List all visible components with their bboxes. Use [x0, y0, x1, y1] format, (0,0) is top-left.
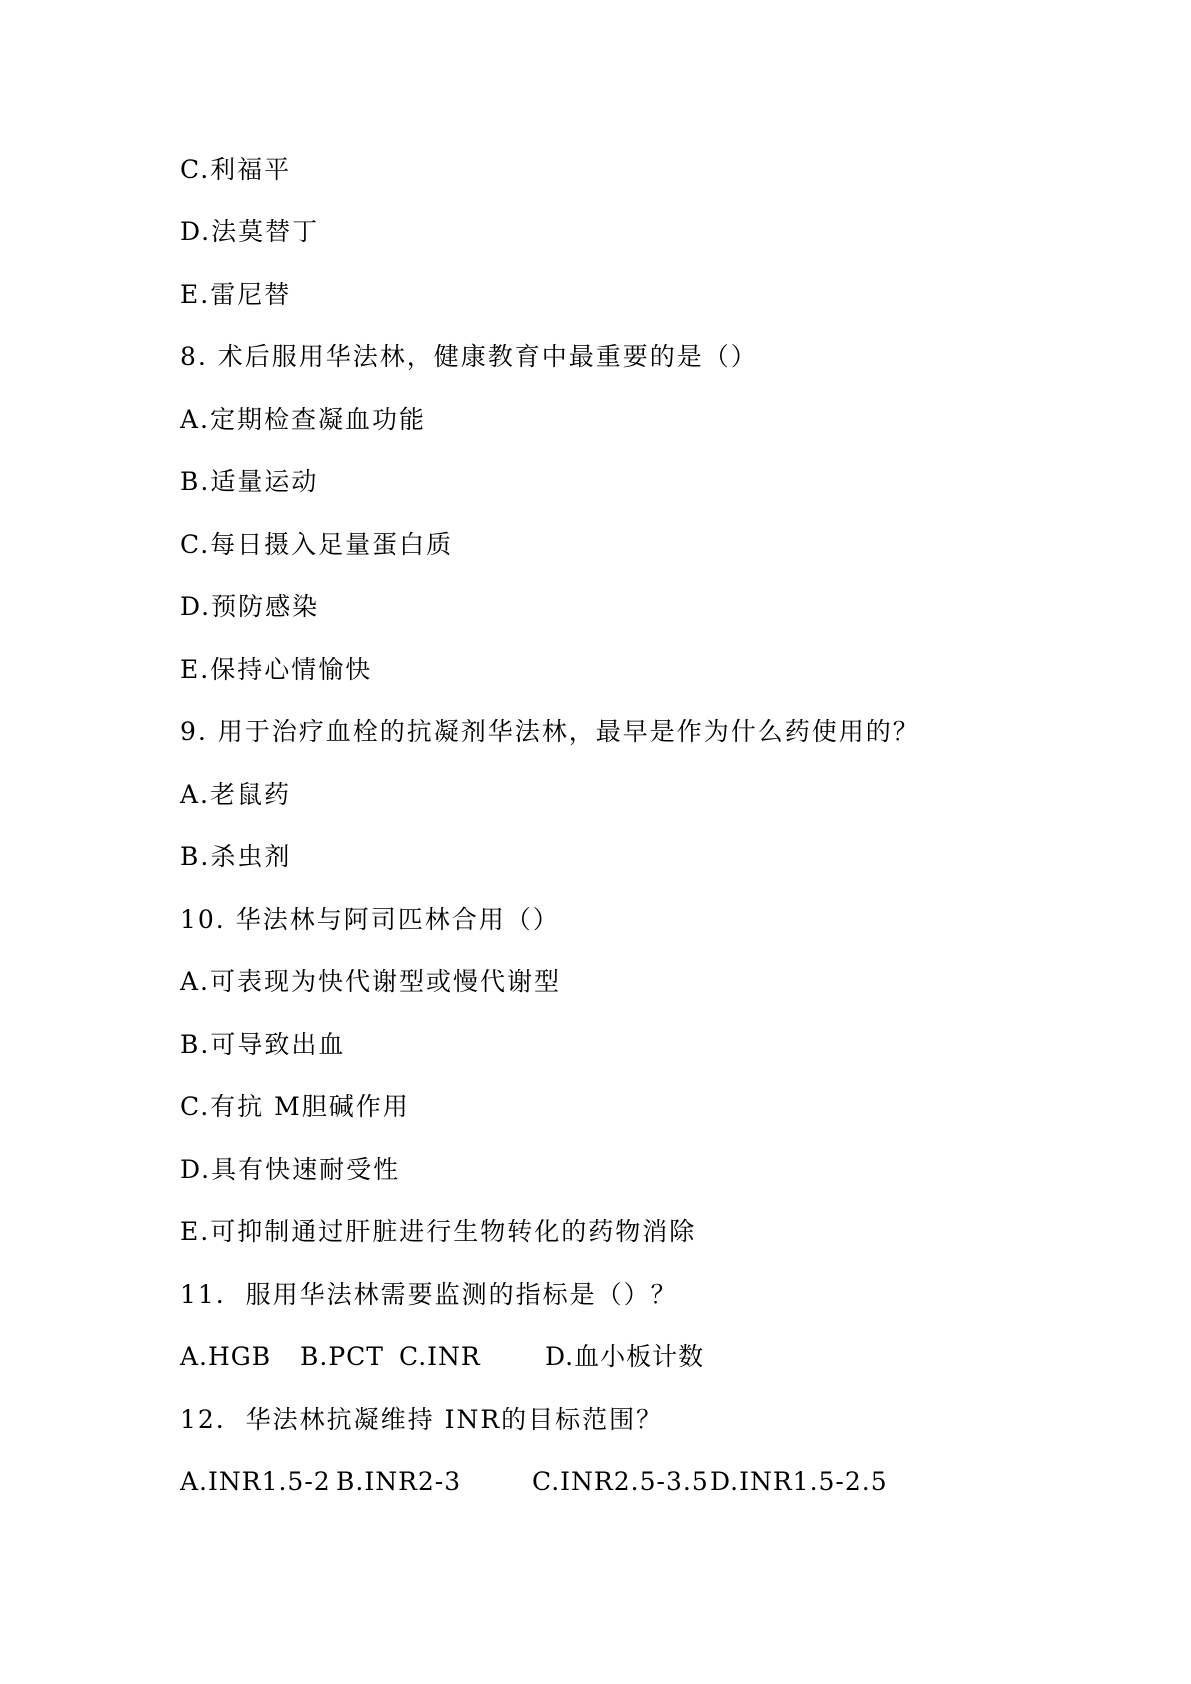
q12-option-b: B.INR2-3 — [336, 1467, 462, 1496]
q8-option-a: A.定期检查凝血功能 — [180, 405, 427, 434]
question-8: 8. 术后服用华法林，健康教育中最重要的是（） — [180, 342, 758, 371]
q11-option-c: C.INR — [399, 1342, 481, 1371]
option-d-famotidine: D.法莫替丁 — [180, 217, 320, 246]
q12-option-a: A.INR1.5-2 — [180, 1467, 331, 1496]
q9-option-a: A.老鼠药 — [180, 780, 292, 809]
q12-options — [180, 1467, 900, 1497]
q10-option-e: E.可抑制通过肝脏进行生物转化的药物消除 — [180, 1217, 697, 1246]
question-12: 12. 华法林抗凝维持 INR的目标范围？ — [180, 1405, 664, 1434]
q8-option-c: C.每日摄入足量蛋白质 — [180, 530, 454, 559]
q10-option-a: A.可表现为快代谢型或慢代谢型 — [180, 967, 562, 996]
q8-option-d: D.预防感染 — [180, 592, 320, 621]
q11-option-b: B.PCT — [300, 1342, 384, 1371]
q12-option-c: C.INR2.5-3.5 — [532, 1467, 709, 1496]
q8-option-b: B.适量运动 — [180, 467, 319, 496]
question-10: 10. 华法林与阿司匹林合用（） — [180, 905, 560, 934]
question-9: 9. 用于治疗血栓的抗凝剂华法林，最早是作为什么药使用的？ — [180, 717, 920, 746]
question-11: 11. 服用华法林需要监测的指标是（）？ — [180, 1280, 678, 1309]
q11-option-d: D.血小板计数 — [545, 1342, 705, 1371]
q10-option-b: B.可导致出血 — [180, 1030, 346, 1059]
q10-option-d: D.具有快速耐受性 — [180, 1155, 401, 1184]
q10-option-c: C.有抗 M胆碱作用 — [180, 1092, 410, 1121]
q8-option-e: E.保持心情愉快 — [180, 655, 373, 684]
option-e-ranitidine: E.雷尼替 — [180, 280, 292, 309]
option-c-rifampicin: C.利福平 — [180, 155, 292, 184]
q11-options — [180, 1342, 740, 1372]
q12-option-d: D.INR1.5-2.5 — [710, 1467, 888, 1496]
q9-option-b: B.杀虫剂 — [180, 842, 292, 871]
q11-option-a: A.HGB — [180, 1342, 272, 1371]
